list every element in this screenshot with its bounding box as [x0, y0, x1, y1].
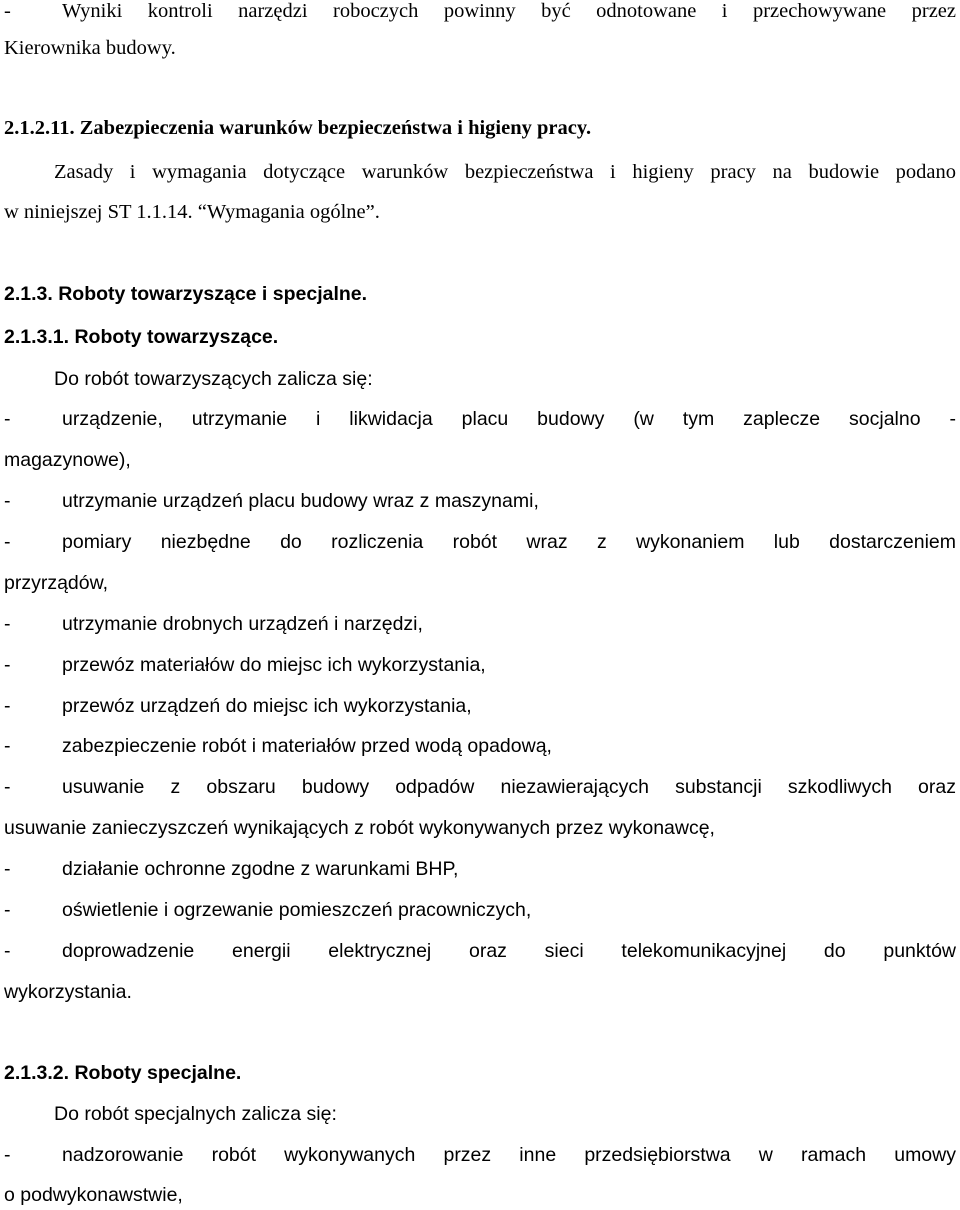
list-item [4, 854, 956, 884]
section-2-1-3-1-intro: Do robót towarzyszących zalicza się: [54, 368, 373, 390]
list-dash: - [4, 776, 11, 798]
list-dash: - [4, 408, 11, 430]
list-dash: - [4, 490, 11, 512]
list-item-text: zabezpieczenie robót i materiałów przed wodą opadową, [62, 735, 552, 757]
list-item-continuation: o podwykonawstwie, [4, 1184, 183, 1206]
list-item-text: przewóz urządzeń do miejsc ich wykorzystania, [62, 695, 472, 717]
list-dash: - [4, 0, 11, 22]
list-item-continuation: usuwanie zanieczyszczeń wynikających z robót wykonywanych przez wykonawcę, [4, 817, 715, 839]
list-item [4, 650, 956, 680]
section-heading-2-1-3: 2.1.3. Roboty towarzyszące i specjalne. [4, 283, 368, 305]
section-heading-2-1-3-1: 2.1.3.1. Roboty towarzyszące. [4, 326, 279, 348]
intro-item [4, 0, 956, 26]
intro-line-2: Kierownika budowy. [4, 37, 176, 59]
section-heading-2-1-2-11: 2.1.2.11. Zabezpieczenia warunków bezpieczeństwa i higieny pracy. [4, 117, 592, 139]
list-item-text: przewóz materiałów do miejsc ich wykorzystania, [62, 654, 486, 676]
list-item [4, 691, 956, 721]
list-dash: - [4, 531, 11, 553]
list-item [4, 486, 956, 516]
list-dash: - [4, 654, 11, 676]
section-2-1-2-11-paragraph-line-1: Zasady i wymagania dotyczące warunków bezpieczeństwa i higieny pracy na budowie podano [54, 161, 956, 183]
list-dash: - [4, 613, 11, 635]
list-item [4, 772, 956, 802]
list-item-text: usuwanie z obszaru budowy odpadów niezawierających substancji szkodliwych oraz [62, 776, 956, 798]
list-item-continuation: wykorzystania. [4, 981, 132, 1003]
list-dash: - [4, 899, 11, 921]
list-item-text: nadzorowanie robót wykonywanych przez inne przedsiębiorstwa w ramach umowy [62, 1144, 956, 1166]
intro-line-1: Wyniki kontroli narzędzi roboczych powinny być odnotowane i przechowywane przez [62, 0, 956, 22]
list-item [4, 527, 956, 557]
list-item-text: utrzymanie drobnych urządzeń i narzędzi, [62, 613, 423, 635]
list-dash: - [4, 858, 11, 880]
list-item [4, 1140, 956, 1170]
list-dash: - [4, 1144, 11, 1166]
list-item-text: utrzymanie urządzeń placu budowy wraz z maszynami, [62, 490, 539, 512]
section-2-1-2-11-paragraph-line-2: w niniejszej ST 1.1.14. “Wymagania ogólne”. [4, 201, 380, 223]
list-item [4, 895, 956, 925]
list-item-text: działanie ochronne zgodne z warunkami BHP, [62, 858, 459, 880]
list-item [4, 404, 956, 434]
section-2-1-3-2-intro: Do robót specjalnych zalicza się: [54, 1103, 337, 1125]
list-item-continuation: magazynowe), [4, 449, 131, 471]
list-dash: - [4, 940, 11, 962]
list-item [4, 731, 956, 761]
list-item-text: urządzenie, utrzymanie i likwidacja placu budowy (w tym zaplecze socjalno - [62, 408, 956, 430]
list-item [4, 936, 956, 966]
list-item-text: oświetlenie i ogrzewanie pomieszczeń pracowniczych, [62, 899, 532, 921]
list-item-text: doprowadzenie energii elektrycznej oraz sieci telekomunikacyjnej do punktów [62, 940, 956, 962]
list-dash: - [4, 695, 11, 717]
list-item-continuation: przyrządów, [4, 572, 109, 594]
list-item-text: pomiary niezbędne do rozliczenia robót wraz z wykonaniem lub dostarczeniem [62, 531, 956, 553]
section-heading-2-1-3-2: 2.1.3.2. Roboty specjalne. [4, 1062, 242, 1084]
list-item [4, 609, 956, 639]
list-dash: - [4, 735, 11, 757]
